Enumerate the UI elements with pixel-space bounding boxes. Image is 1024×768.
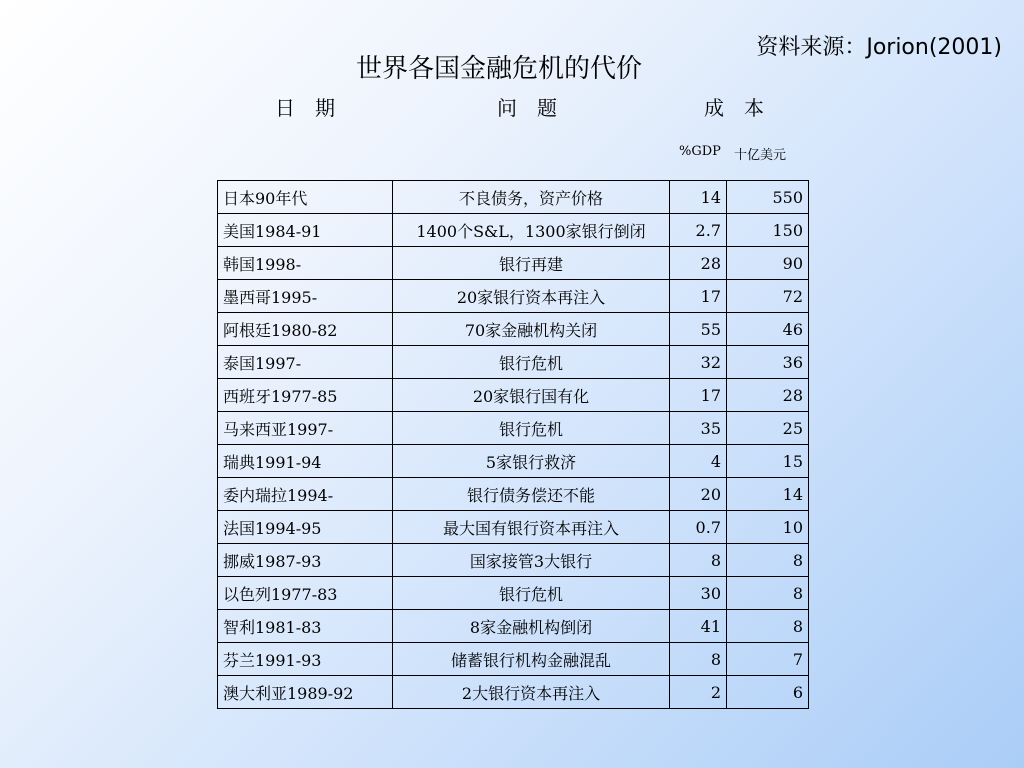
header-issue: 问 题 — [497, 96, 557, 120]
cell-date: 以色列1977-83 — [218, 577, 393, 610]
cell-date: 智利1981-83 — [218, 610, 393, 643]
unit-usd-label: 十亿美元 — [734, 148, 787, 163]
table-row — [218, 313, 809, 346]
cell-cost-usd-billion: 8 — [727, 544, 809, 577]
table-row — [218, 346, 809, 379]
cell-issue: 2大银行资本再注入 — [393, 676, 670, 709]
cell-date: 美国1984-91 — [218, 214, 393, 247]
cell-gdp-percent: 17 — [670, 280, 727, 313]
cell-issue: 20家银行国有化 — [393, 379, 670, 412]
cell-issue: 1400个S&L，1300家银行倒闭 — [393, 214, 670, 247]
header-cost: 成 本 — [704, 96, 764, 120]
table-row — [218, 445, 809, 478]
table-row — [218, 610, 809, 643]
cell-gdp-percent: 35 — [670, 412, 727, 445]
cell-gdp-percent: 32 — [670, 346, 727, 379]
cell-cost-usd-billion: 90 — [727, 247, 809, 280]
cell-issue: 最大国有银行资本再注入 — [393, 511, 670, 544]
cell-cost-usd-billion: 6 — [727, 676, 809, 709]
cell-date: 墨西哥1995- — [218, 280, 393, 313]
cell-date: 阿根廷1980-82 — [218, 313, 393, 346]
cell-issue: 银行危机 — [393, 346, 670, 379]
cell-gdp-percent: 8 — [670, 544, 727, 577]
cell-date: 马来西亚1997- — [218, 412, 393, 445]
cell-cost-usd-billion: 28 — [727, 379, 809, 412]
cell-cost-usd-billion: 8 — [727, 610, 809, 643]
table-row — [218, 676, 809, 709]
cell-gdp-percent: 8 — [670, 643, 727, 676]
cell-gdp-percent: 2 — [670, 676, 727, 709]
cell-date: 瑞典1991-94 — [218, 445, 393, 478]
cell-gdp-percent: 41 — [670, 610, 727, 643]
cell-issue: 20家银行资本再注入 — [393, 280, 670, 313]
cell-date: 西班牙1977-85 — [218, 379, 393, 412]
cell-issue: 8家金融机构倒闭 — [393, 610, 670, 643]
cell-cost-usd-billion: 14 — [727, 478, 809, 511]
page-title: 世界各国金融危机的代价 — [356, 54, 643, 84]
cell-cost-usd-billion: 25 — [727, 412, 809, 445]
crisis-cost-table — [217, 180, 809, 709]
cell-cost-usd-billion: 72 — [727, 280, 809, 313]
table-row — [218, 511, 809, 544]
table-row — [218, 181, 809, 214]
cell-cost-usd-billion: 10 — [727, 511, 809, 544]
header-date: 日 期 — [275, 96, 335, 120]
cell-gdp-percent: 30 — [670, 577, 727, 610]
table-row — [218, 379, 809, 412]
table-row — [218, 247, 809, 280]
cell-gdp-percent: 17 — [670, 379, 727, 412]
table-row — [218, 643, 809, 676]
cell-gdp-percent: 55 — [670, 313, 727, 346]
table-row — [218, 478, 809, 511]
source-citation: 资料来源：Jorion(2001) — [756, 35, 1002, 60]
cell-issue: 5家银行救济 — [393, 445, 670, 478]
cell-gdp-percent: 0.7 — [670, 511, 727, 544]
cell-gdp-percent: 2.7 — [670, 214, 727, 247]
cell-cost-usd-billion: 550 — [727, 181, 809, 214]
cell-cost-usd-billion: 150 — [727, 214, 809, 247]
cell-gdp-percent: 20 — [670, 478, 727, 511]
cell-cost-usd-billion: 46 — [727, 313, 809, 346]
table-row — [218, 280, 809, 313]
cell-date: 委内瑞拉1994- — [218, 478, 393, 511]
cell-issue: 银行危机 — [393, 577, 670, 610]
cell-date: 泰国1997- — [218, 346, 393, 379]
cell-issue: 70家金融机构关闭 — [393, 313, 670, 346]
table-row — [218, 544, 809, 577]
cell-cost-usd-billion: 8 — [727, 577, 809, 610]
cell-gdp-percent: 14 — [670, 181, 727, 214]
cell-date: 挪威1987-93 — [218, 544, 393, 577]
table-row — [218, 214, 809, 247]
table-body — [218, 181, 809, 709]
table-row — [218, 577, 809, 610]
table-row — [218, 412, 809, 445]
cell-date: 芬兰1991-93 — [218, 643, 393, 676]
cell-date: 法国1994-95 — [218, 511, 393, 544]
cell-date: 日本90年代 — [218, 181, 393, 214]
cell-gdp-percent: 28 — [670, 247, 727, 280]
cell-cost-usd-billion: 7 — [727, 643, 809, 676]
cell-issue: 国家接管3大银行 — [393, 544, 670, 577]
cell-issue: 不良债务，资产价格 — [393, 181, 670, 214]
cell-date: 澳大利亚1989-92 — [218, 676, 393, 709]
cell-issue: 银行债务偿还不能 — [393, 478, 670, 511]
cell-issue: 储蓄银行机构金融混乱 — [393, 643, 670, 676]
cell-cost-usd-billion: 15 — [727, 445, 809, 478]
unit-gdp-label: %GDP — [679, 144, 721, 159]
cell-cost-usd-billion: 36 — [727, 346, 809, 379]
cell-date: 韩国1998- — [218, 247, 393, 280]
cell-gdp-percent: 4 — [670, 445, 727, 478]
cell-issue: 银行再建 — [393, 247, 670, 280]
cell-issue: 银行危机 — [393, 412, 670, 445]
